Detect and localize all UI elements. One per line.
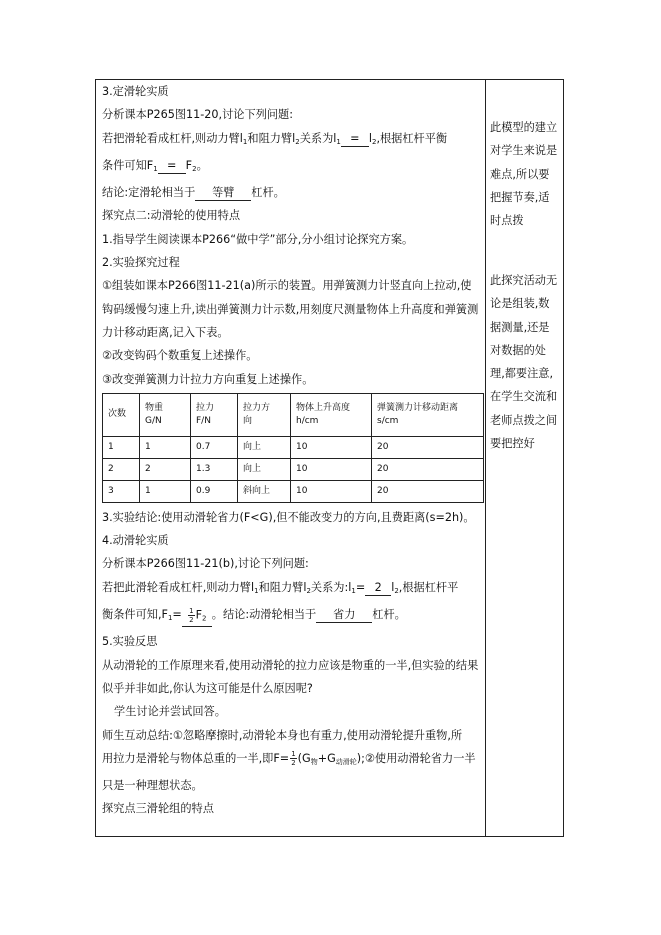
item-2: 2.实验探究过程 <box>102 256 180 270</box>
step-2: ②改变钩码个数重复上述操作。 <box>102 349 258 363</box>
probe-point-3: 探究点三滑轮组的特点 <box>102 802 214 816</box>
item-4: 4.动滑轮实质 <box>102 534 169 548</box>
question-2-line2: 衡条件可知$,F_1=$ $\frac{1}{2}$ $F_2$ 。结论:动滑轮相当于 省力 杠杆。 <box>102 603 482 630</box>
table-cell: 0.9 <box>191 480 238 502</box>
table-cell: 20 <box>372 480 484 502</box>
item-3-conclusion: 3.实验结论:使用动滑轮省力(F<G),但不能改变力的方向,且费距离(s=2h)。 <box>102 510 475 524</box>
student-discussion: 学生讨论并尝试回答。 <box>114 705 226 719</box>
fraction-one-half: $\frac{1}{2}$ <box>189 606 194 624</box>
summary-line3: 只是一种理想状态。 <box>102 779 203 793</box>
table-cell: 0.7 <box>191 436 238 458</box>
table-cell: 2 <box>103 458 140 480</box>
table-cell: 2 <box>140 458 191 480</box>
table-cell: 10 <box>291 436 372 458</box>
answer-blank: 2 <box>365 580 391 596</box>
table-cell: 3 <box>103 480 140 502</box>
side-note-2: 此探究活动无论是组装,数据测量,还是对数据的处理,都要注意,在学生交流和老师点拨之间要把控好 <box>490 274 558 451</box>
table-header-cell: 弹簧测力计移动距离 s/cm <box>372 393 484 436</box>
table-cell: 1 <box>103 436 140 458</box>
experiment-table <box>102 393 484 503</box>
table-row <box>103 436 484 458</box>
table-header-cell: 拉力方 向 <box>238 393 291 436</box>
table-cell: 1.3 <box>191 458 238 480</box>
step-1: ①组装如课本P266图11-21(a)所示的装置。用弹簧测力计竖直向上拉动,使钩码缓慢匀速上升,读出弹簧测力计示数,用刻度尺测量物体上升高度和弹簧测力计移动距离,记入下表。 <box>102 279 479 339</box>
conclusion-1: 结论:定滑轮相当于 等臂 杠杆。 <box>102 186 285 200</box>
side-note-1: 此模型的建立对学生来说是难点,所以要把握节奏,适时点拨 <box>490 121 558 228</box>
table-header-cell: 次数 <box>103 393 140 436</box>
item-5: 5.实验反思 <box>102 635 158 649</box>
table-cell: 斜向上 <box>238 480 291 502</box>
table-cell: 20 <box>372 436 484 458</box>
table-cell: 1 <box>140 436 191 458</box>
reflection-question: 从动滑轮的工作原理来看,使用动滑轮的拉力应该是物重的一半,但实验的结果似乎并非如此,你认为这可能是什么原因呢? <box>102 658 479 695</box>
answer-blank: = <box>341 131 369 147</box>
answer-blank: $\frac{1}{2}$ $F_2$ <box>182 607 212 628</box>
fraction-one-half: $\frac{1}{2}$ <box>291 750 296 768</box>
table-cell: 20 <box>372 458 484 480</box>
table-cell: 向上 <box>238 458 291 480</box>
heading-fixed-pulley-essence: 3.定滑轮实质 <box>102 85 169 98</box>
analyze-question-2: 分析课本P266图11-21(b),讨论下列问题: <box>102 557 309 571</box>
table-cell: 1 <box>140 480 191 502</box>
table-header-cell: 物重 G/N <box>140 393 191 436</box>
table-header-row <box>103 393 484 436</box>
probe-point-2: 探究点二:动滑轮的使用特点 <box>102 209 241 223</box>
answer-blank: 等臂 <box>195 185 251 201</box>
table-header-cell: 物体上升高度 h/cm <box>291 393 372 436</box>
table-cell: 向上 <box>238 436 291 458</box>
main-column <box>102 80 482 821</box>
summary-line2: 用拉力是滑轮与物体总重的一半,即F= $\frac{1}{2}$ $(G_物+G_{动滑轮});②$使用动滑轮省力一半 <box>102 750 476 768</box>
column-divider <box>485 79 486 837</box>
table-row <box>103 458 484 480</box>
table-cell: 10 <box>291 480 372 502</box>
table-row <box>103 480 484 502</box>
answer-blank: = <box>158 158 186 174</box>
summary-line1: 师生互动总结:①忽略摩擦时,动滑轮本身也有重力,使用动滑轮提升重物,所 <box>102 728 463 742</box>
step-3: ③改变弹簧测力计拉力方向重复上述操作。 <box>102 372 314 386</box>
table-cell: 10 <box>291 458 372 480</box>
answer-blank: 省力 <box>316 607 372 623</box>
analyze-question-1: 分析课本P265图11-20,讨论下列问题: <box>102 108 293 122</box>
item-1: 1.指导学生阅读课本P266“做中学”部分,分小组讨论探究方案。 <box>102 232 414 246</box>
question-2-line1: 若把此滑轮看成杠杆,则动力臂$l_1$和阻力臂$l_2$关系为$:l_1= 2$ $l_2$,根据杠杆平 <box>102 580 459 595</box>
question-1-line2: 条件可知$F_1 = F_2$。 <box>102 158 208 173</box>
table-header-cell: 拉力 F/N <box>191 393 238 436</box>
question-1-line1: 若把滑轮看成杠杆,则动力臂$l_1$和阻力臂$l_2$关系为$l_1 = l_2$,根据杠杆平衡 <box>102 131 448 146</box>
